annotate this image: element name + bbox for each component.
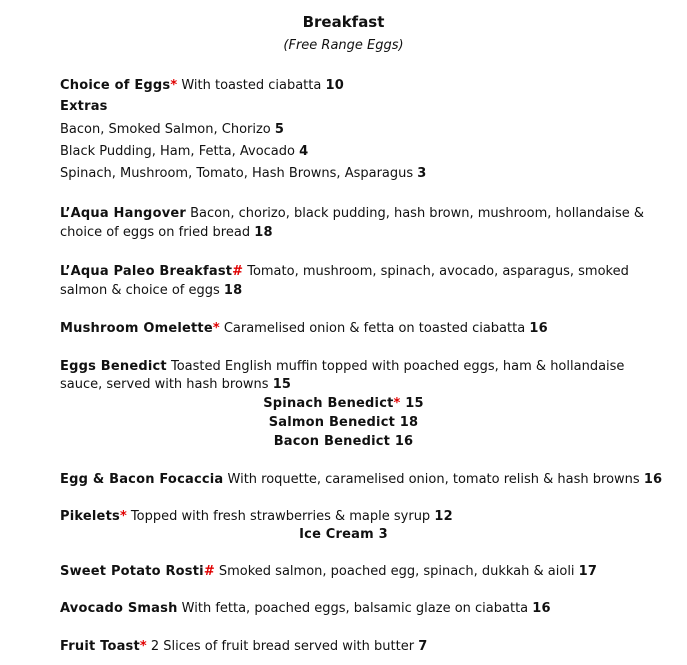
item-price: 18 bbox=[254, 225, 273, 240]
extras-text: Bacon, Smoked Salmon, Chorizo bbox=[60, 122, 275, 137]
item-price: 10 bbox=[325, 78, 344, 93]
item-price: 5 bbox=[274, 122, 285, 137]
extras-text: Spinach, Mushroom, Tomato, Hash Browns, Asparagus bbox=[60, 166, 418, 181]
extras-line bbox=[60, 165, 427, 183]
menu-item-choice-of-eggs bbox=[60, 77, 344, 95]
item-desc: choice of eggs on fried bread bbox=[60, 225, 255, 240]
menu-title: Breakfast bbox=[302, 13, 385, 31]
benedict-variant bbox=[0, 433, 687, 451]
item-desc: Smoked salmon, poached egg, spinach, dukkah & aioli bbox=[214, 564, 579, 579]
item-price: 17 bbox=[578, 564, 598, 579]
menu-item-benedict-cont bbox=[60, 376, 291, 394]
marker: * bbox=[170, 78, 178, 93]
item-name: Choice of Eggs bbox=[60, 78, 171, 93]
item-desc: sauce, served with hash browns bbox=[60, 377, 273, 392]
pikelets-extra bbox=[0, 526, 687, 544]
menu-item-omelette bbox=[60, 320, 548, 338]
item-name: L’Aqua Hangover bbox=[60, 206, 186, 221]
item-name: Eggs Benedict bbox=[60, 359, 167, 374]
benedict-variant bbox=[0, 414, 687, 432]
item-desc: Tomato, mushroom, spinach, avocado, asparagus, smoked bbox=[243, 264, 629, 279]
item-price: 3 bbox=[378, 527, 388, 542]
extra-name: Ice Cream bbox=[299, 527, 379, 542]
extras-line bbox=[60, 143, 308, 161]
variant-name: Salmon Benedict bbox=[268, 415, 396, 430]
menu-item-paleo-cont bbox=[60, 282, 242, 300]
item-price: 4 bbox=[299, 144, 309, 159]
item-name: L’Aqua Paleo Breakfast bbox=[60, 264, 233, 279]
menu-item-hangover bbox=[60, 205, 644, 223]
marker: * bbox=[393, 396, 401, 411]
item-desc: With roquette, caramelised onion, tomato relish & hash browns bbox=[223, 472, 644, 487]
marker: * bbox=[212, 321, 220, 336]
item-name: Fruit Toast bbox=[60, 639, 140, 654]
menu-item-benedict bbox=[60, 358, 624, 376]
item-price: 18 bbox=[399, 415, 419, 430]
item-name: Mushroom Omelette bbox=[60, 321, 213, 336]
extras-text: Black Pudding, Ham, Fetta, Avocado bbox=[60, 144, 300, 159]
item-desc: salmon & choice of eggs bbox=[60, 283, 224, 298]
variant-name: Bacon Benedict bbox=[273, 434, 391, 449]
item-price: 3 bbox=[417, 166, 427, 181]
menu-item-rosti bbox=[60, 563, 597, 581]
marker: * bbox=[119, 509, 127, 524]
item-name: Sweet Potato Rosti bbox=[60, 564, 204, 579]
menu-item-fruit-toast bbox=[60, 638, 427, 656]
item-price: 16 bbox=[643, 472, 663, 487]
item-price: 15 bbox=[405, 396, 424, 411]
menu-item-pikelets bbox=[60, 508, 453, 526]
item-desc: Topped with fresh strawberries & maple syrup bbox=[126, 509, 435, 524]
item-desc: Caramelised onion & fetta on toasted ciabatta bbox=[219, 321, 530, 336]
menu-item-focaccia bbox=[60, 471, 662, 489]
menu-item-avocado bbox=[60, 600, 551, 618]
item-price: 16 bbox=[529, 321, 548, 336]
marker: * bbox=[139, 639, 147, 654]
item-price: 18 bbox=[223, 283, 243, 298]
item-price: 12 bbox=[434, 509, 453, 524]
item-desc: Toasted English muffin topped with poached eggs, ham & hollandaise bbox=[166, 359, 625, 374]
item-price: 16 bbox=[394, 434, 414, 449]
item-price: 15 bbox=[272, 377, 292, 392]
menu-item-paleo bbox=[60, 263, 629, 281]
menu-item-hangover-cont bbox=[60, 224, 273, 242]
extras-line bbox=[60, 121, 284, 139]
item-desc: With toasted ciabatta bbox=[177, 78, 326, 93]
benedict-variant bbox=[0, 395, 687, 413]
marker: # bbox=[203, 564, 215, 579]
item-name: Egg & Bacon Focaccia bbox=[60, 472, 224, 487]
variant-name: Spinach Benedict bbox=[263, 396, 394, 411]
item-name: Avocado Smash bbox=[60, 601, 178, 616]
menu-subtitle: (Free Range Eggs) bbox=[283, 38, 404, 53]
item-price: 16 bbox=[532, 601, 551, 616]
item-desc: 2 Slices of fruit bread served with butter bbox=[146, 639, 419, 654]
marker: # bbox=[232, 264, 244, 279]
item-desc: With fetta, poached eggs, balsamic glaze on ciabatta bbox=[177, 601, 533, 616]
extras-heading: Extras bbox=[60, 99, 108, 114]
item-name: Pikelets bbox=[60, 509, 120, 524]
item-desc: Bacon, chorizo, black pudding, hash brown, mushroom, hollandaise & bbox=[186, 206, 645, 221]
item-price: 7 bbox=[418, 639, 428, 654]
